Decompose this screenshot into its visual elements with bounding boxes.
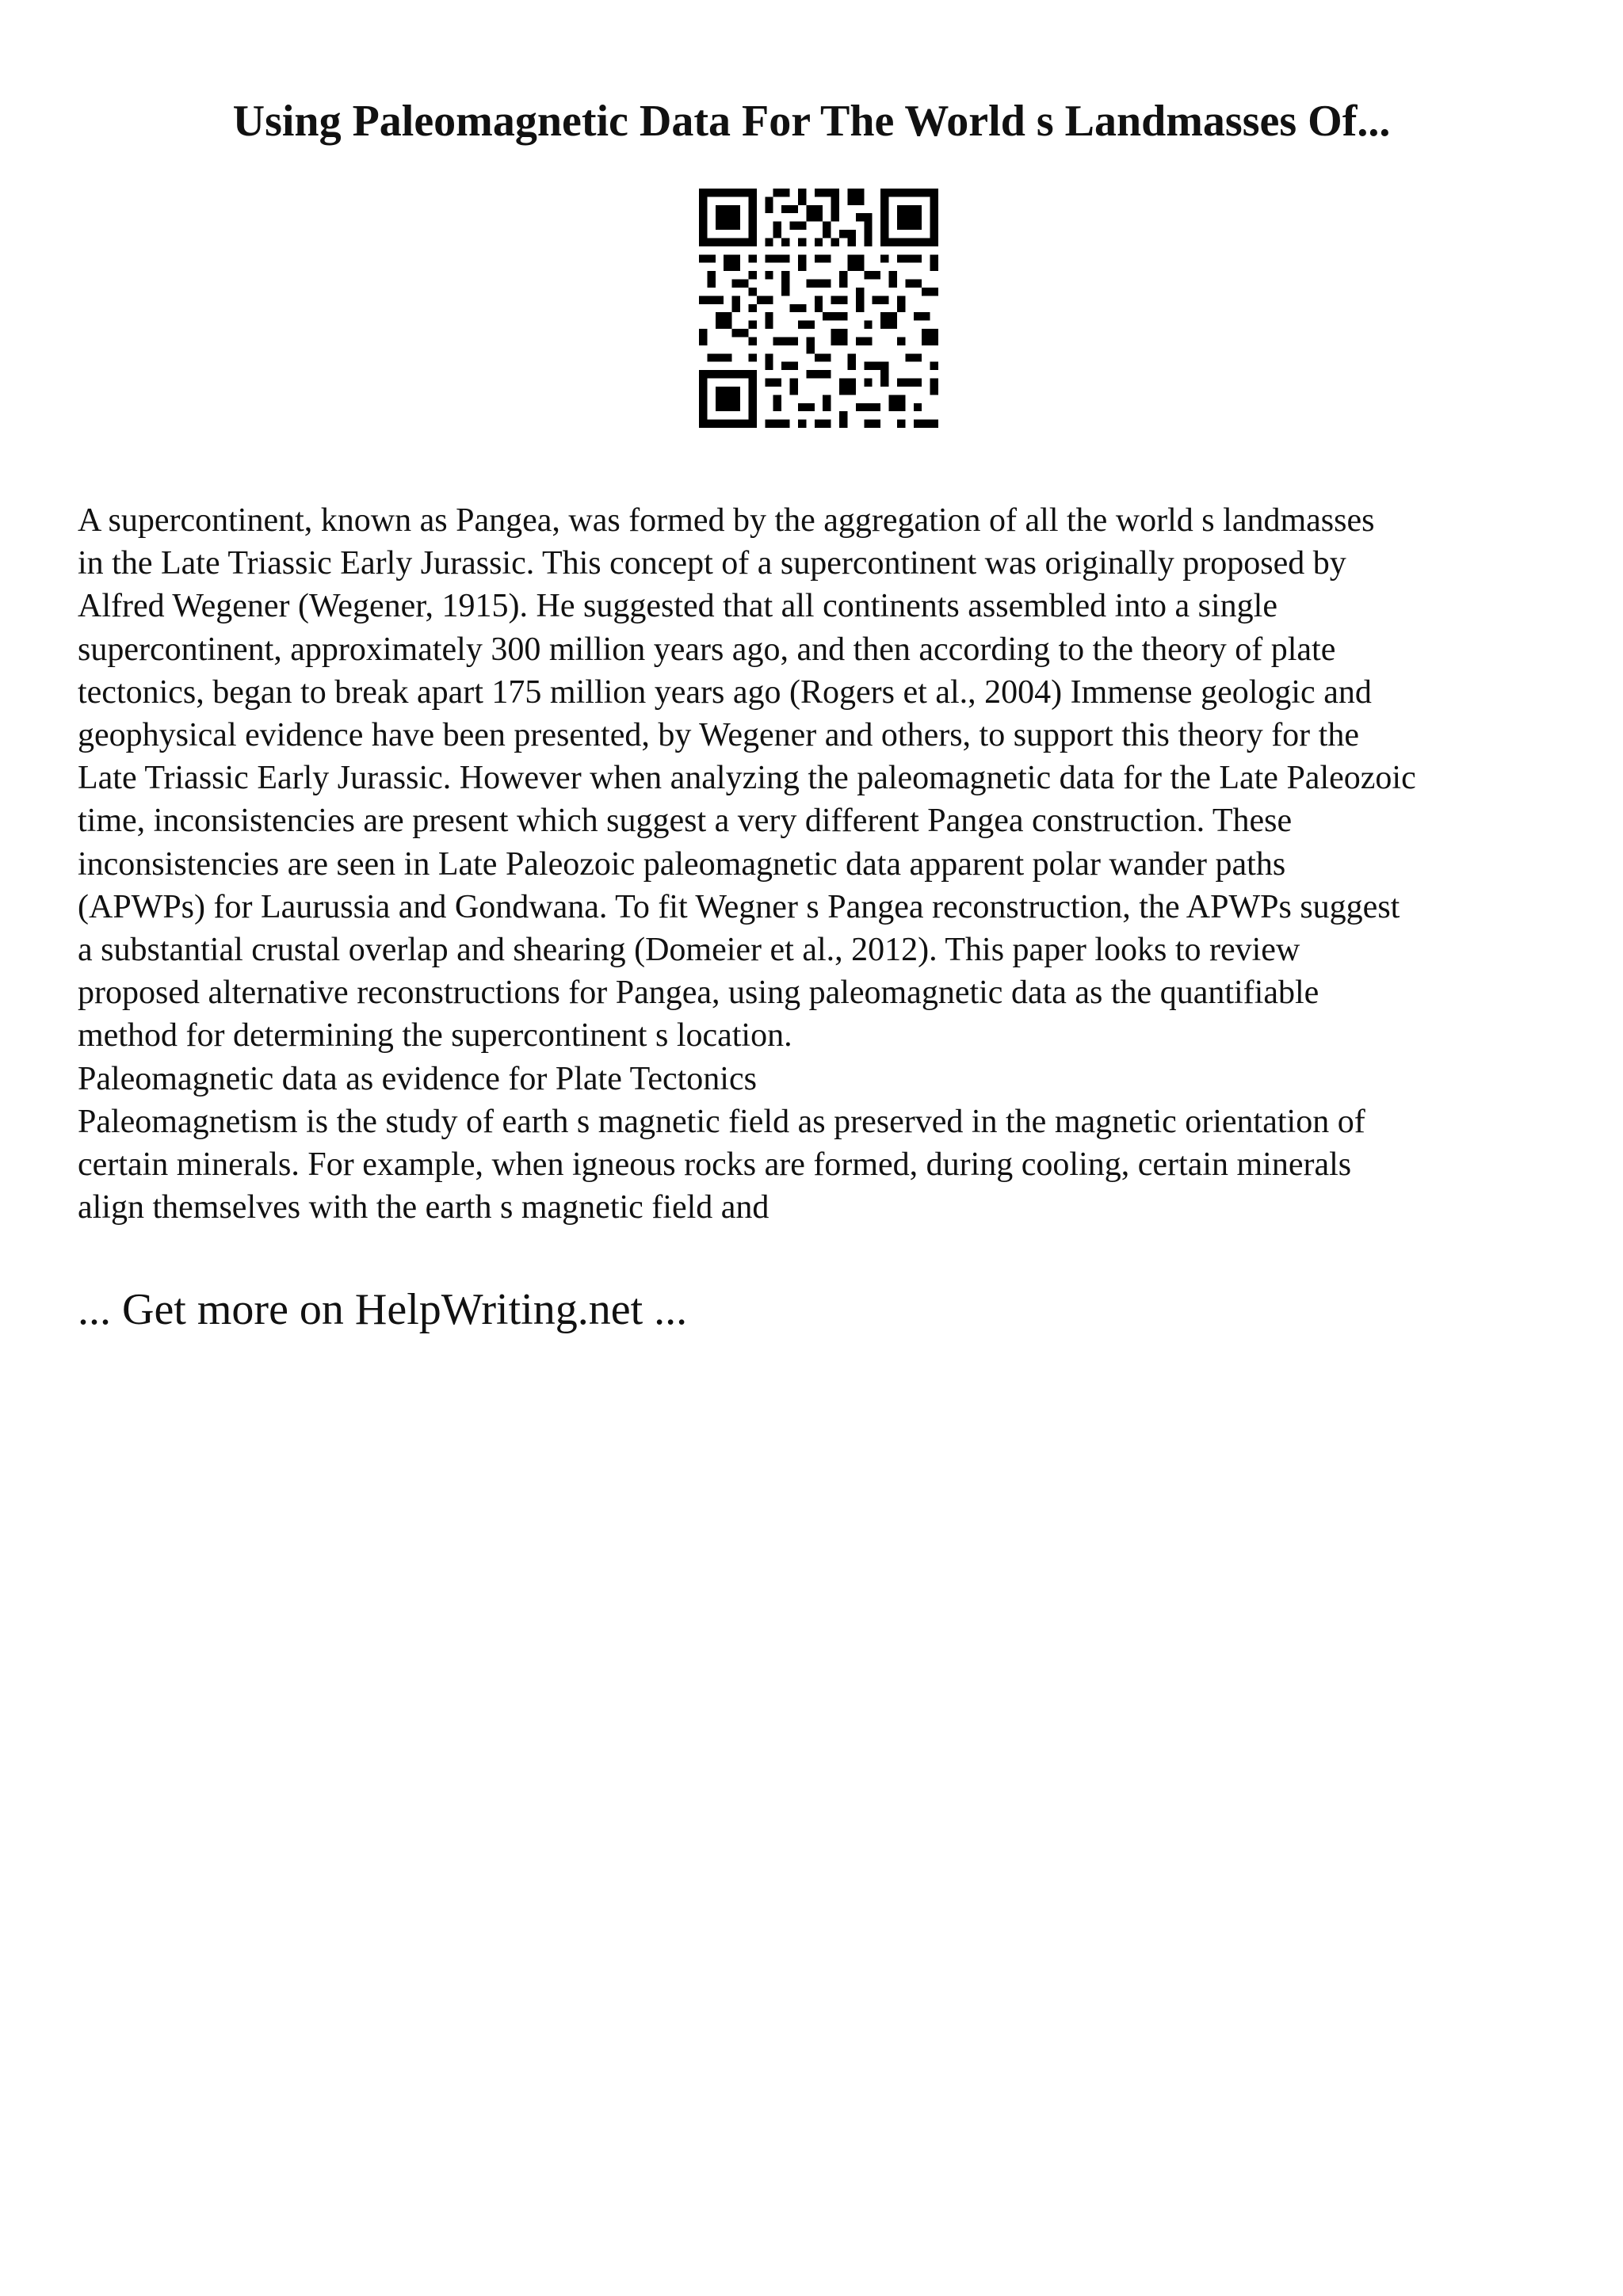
body-line: proposed alternative reconstructions for Pangea, using paleomagnetic data as the quantifiable bbox=[78, 974, 1319, 1012]
body-line: Alfred Wegener (Wegener, 1915). He suggested that all continents assembled into a single bbox=[78, 588, 1277, 625]
get-more-link[interactable]: ... Get more on HelpWriting.net ... bbox=[78, 1285, 688, 1334]
body-line: geophysical evidence have been presented, by Wegener and others, to support this theory for the bbox=[78, 717, 1359, 754]
section-heading: Paleomagnetic data as evidence for Plate Tectonics bbox=[78, 1060, 757, 1097]
body-line: A supercontinent, known as Pangea, was formed by the aggregation of all the world s landmasses bbox=[78, 502, 1375, 539]
body-line: certain minerals. For example, when igneous rocks are formed, during cooling, certain minerals bbox=[78, 1146, 1352, 1184]
body-line: Paleomagnetism is the study of earth s magnetic field as preserved in the magnetic orientation of bbox=[78, 1103, 1365, 1140]
body-text bbox=[78, 499, 1568, 1229]
body-line: a substantial crustal overlap and shearing (Domeier et al., 2012). This paper looks to review bbox=[78, 932, 1300, 969]
body-line: (APWPs) for Laurussia and Gondwana. To fit Wegner s Pangea reconstruction, the APWPs suggest bbox=[78, 888, 1400, 925]
body-line: method for determining the supercontinent s location. bbox=[78, 1017, 792, 1055]
body-line: time, inconsistencies are present which suggest a very different Pangea construction. These bbox=[78, 803, 1293, 840]
body-line: align themselves with the earth s magnetic field and bbox=[78, 1189, 769, 1226]
body-line: Late Triassic Early Jurassic. However when analyzing the paleomagnetic data for the Late Paleozoic bbox=[78, 760, 1416, 797]
body-line: supercontinent, approximately 300 million years ago, and then according to the theory of plate bbox=[78, 631, 1336, 668]
body-line: inconsistencies are seen in Late Paleozoic paleomagnetic data apparent polar wander paths bbox=[78, 845, 1286, 883]
body-line: in the Late Triassic Early Jurassic. This concept of a supercontinent was originally proposed by bbox=[78, 545, 1346, 582]
qr-code bbox=[699, 189, 938, 428]
document-title: Using Paleomagnetic Data For The World s Landmasses Of... bbox=[232, 97, 1391, 146]
body-line: tectonics, began to break apart 175 million years ago (Rogers et al., 2004) Immense geologic and bbox=[78, 673, 1372, 711]
